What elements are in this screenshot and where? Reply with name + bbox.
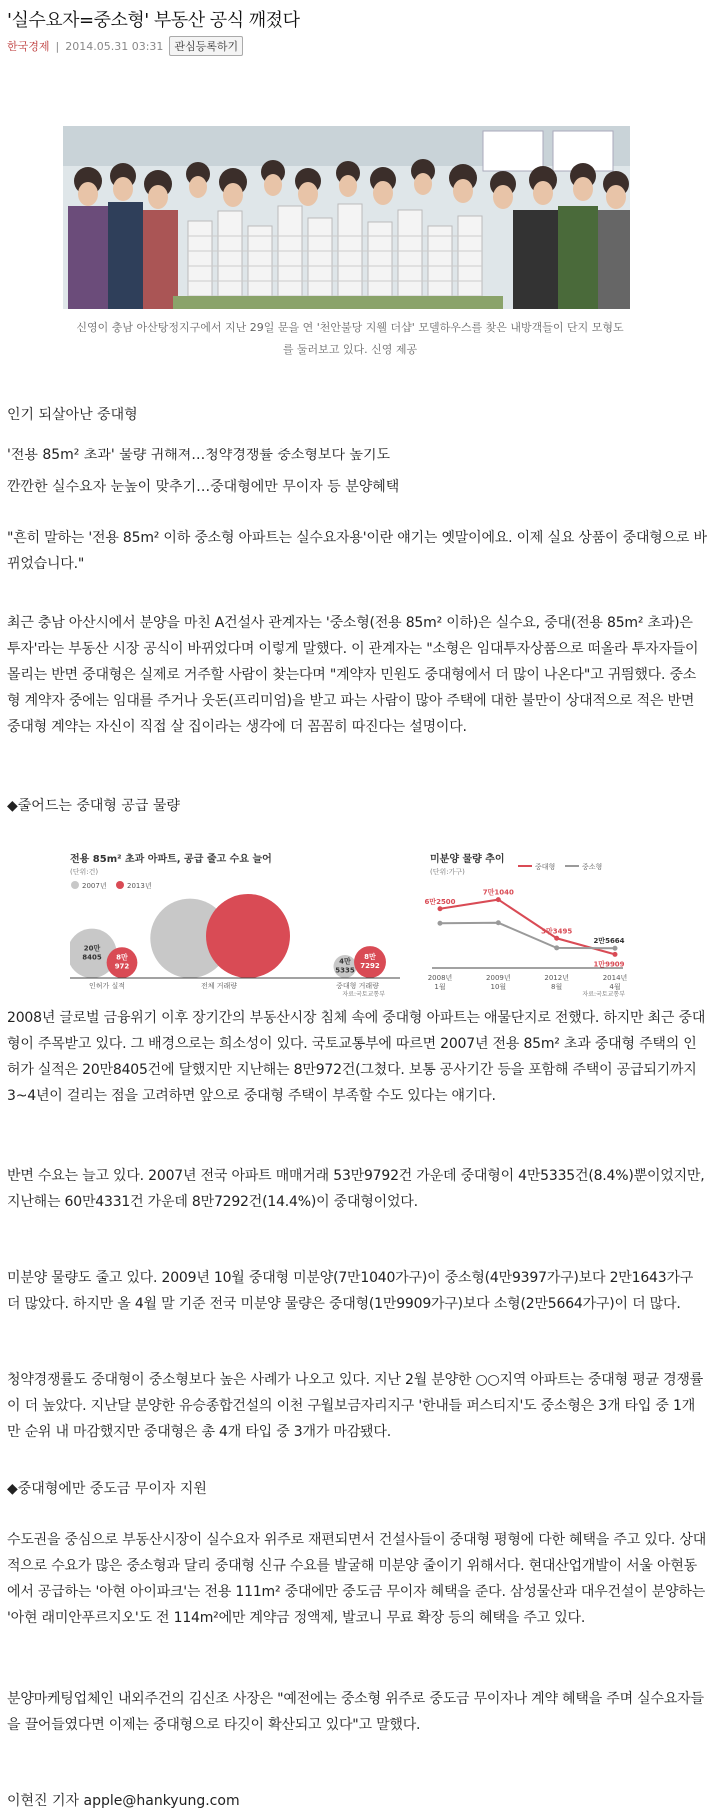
chart1-category-label-0: 인허가 실적 xyxy=(88,982,126,990)
chart2-x-label-3: 2014년 xyxy=(602,974,628,982)
section-heading-benefit: ◆중대형에만 중도금 무이자 지원 xyxy=(7,1481,207,1497)
chart2-point-1-1 xyxy=(496,920,501,925)
chart2-title: 미분양 물량 추이 xyxy=(430,854,505,865)
chart2-x-sublabel-0: 1월 xyxy=(434,983,446,991)
article-source[interactable]: 한국경제 xyxy=(7,40,50,53)
chart2-point-1-2 xyxy=(554,945,559,950)
chart2-value-label-0-3: 1만9909 xyxy=(593,960,625,969)
subtitle-2-text: '전용 85m² 초과' 물량 귀해져…청약경쟁률 중소형보다 높기도 xyxy=(7,448,390,462)
chart2-unit: (단위:가구) xyxy=(430,868,465,876)
section-heading-supply: ◆줄어드는 중대형 공급 물량 xyxy=(7,798,180,814)
chart1-value-label-2-1: 8만 7292 xyxy=(360,953,380,971)
chart2-point-0-2 xyxy=(554,936,559,941)
chart2-point-0-1 xyxy=(496,897,501,902)
legend-small: 중소형 xyxy=(582,863,603,871)
legend-large: 중대형 xyxy=(535,863,556,871)
chart1-circle-1-1 xyxy=(206,894,290,978)
chart2-x-sublabel-2: 8월 xyxy=(551,983,563,991)
article-title: '실수요자=중소형' 부동산 공식 깨졌다 xyxy=(7,10,300,31)
chart2-x-label-1: 2009년 xyxy=(486,974,511,982)
chart2-value-label-0-1: 7만1040 xyxy=(482,888,514,897)
chart2-x-sublabel-3: 4월 xyxy=(609,983,621,991)
chart2-x-sublabel-1: 10월 xyxy=(490,983,507,991)
legend-2013: 2013년 xyxy=(127,882,152,890)
article-photo xyxy=(63,126,630,309)
legend-swatch-2007 xyxy=(71,881,79,889)
meta-divider: | xyxy=(55,39,60,53)
chart2-point-0-0 xyxy=(438,906,443,911)
follow-button[interactable]: 관심등록하기 xyxy=(169,36,243,56)
paragraph-3: 2008년 글로벌 금융위기 이후 장기간의 부동산시장 침체 속에 중대형 아파트는 애물단지로 전했다. 하지만 최근 중대형이 주목받고 있다. 그 배경으로는 희소성이 있다. 국토교통부에 따르면 2007년 전용 85m² 초과 중대형 주택의 인허가 실적은 20만8405건에 달했지만 지난해는 8만972건(그쳤다. 보통 공사기간 등을 포함해 주택이 공급되기까지 3~4년이 걸리는 점을 고려하면 앞으로 중대형 주택이 부족할 수도 있다는 얘기다. xyxy=(7,1010,706,1104)
paragraph-8: 분양마케팅업체인 내외주건의 김신조 사장은 "예전에는 중소형 위주로 중도금 무이자나 계약 혜택을 주며 실수요자들을 끌어들였다면 이제는 중대형으로 타깃이 확산되고 있다"고 말했다. xyxy=(7,1691,704,1733)
article-meta xyxy=(7,36,243,56)
photo-caption-line-1: 신영이 충남 아산탕정지구에서 지난 29일 문을 연 '천안불당 지웰 더샵' 모델하우스를 찾은 내방객들이 단지 모형도 xyxy=(76,321,624,334)
paragraph-2: 최근 충남 아산시에서 분양을 마친 A건설사 관계자는 '중소형(전용 85m² 이하)은 실수요, 중대(전용 85m² 초과)은 투자'라는 부동산 시장 공식이 바뀌었다며 이렇게 말했다. 이 관계자는 "소형은 임대투자상품으로 떠올라 투자자들이 몰리는 반면 중대형은 실제로 거주할 사람이 찾는다며 "계약자 민원도 중대형에서 더 많이 나온다"고 귀띔했다. 중소형 계약자 중에는 임대를 주거나 웃돈(프리미엄)을 받고 파는 사람이 많아 주택에 대한 불만이 상대적으로 적은 반면 중대형 계약는 자신이 직접 살 집이라는 생각에 더 꼼꼼히 따진다는 설명이다. xyxy=(7,615,699,735)
chart2-point-1-0 xyxy=(438,921,443,926)
chart2-point-0-3 xyxy=(613,952,618,957)
subtitle-1: 인기 되살아난 중대형 xyxy=(7,407,138,423)
chart1-title: 전용 85m² 초과 아파트, 공급 줄고 수요 늘어 xyxy=(70,854,272,865)
article-datetime: 2014.05.31 03:31 xyxy=(65,39,164,53)
photo-caption-line-2: 를 둘러보고 있다. 신영 제공 xyxy=(282,343,418,356)
byline: 이현진 기자 apple@hankyung.com xyxy=(7,1793,240,1809)
chart1-category-label-1: 전체 거래량 xyxy=(200,982,238,990)
paragraph-5: 미분양 물량도 줄고 있다. 2009년 10월 중대형 미분양(7만1040가구)이 중소형(4만9397가구)보다 2만1643가구 더 많았다. 하지만 올 4월 말 기준 전국 미분양 물량은 중대형(1만9909가구)보다 소형(2만5664가구)이 더 많다. xyxy=(7,1270,694,1312)
paragraph-1: "흔히 말하는 '전용 85m² 이하 중소형 아파트는 실수요자용'이란 얘기는 옛말이에요. 이제 실요 상품이 중대형으로 바뀌었습니다." xyxy=(7,530,707,572)
legend-swatch-2013 xyxy=(116,881,124,889)
chart2-x-label-2: 2012년 xyxy=(544,974,569,982)
paragraph-6: 청약경쟁률도 중대형이 중소형보다 높은 사례가 나오고 있다. 지난 2월 분양한 ○○지역 아파트는 중대형 평균 경쟁률이 더 높았다. 지난달 분양한 유승종합건설의 이천 구월보금자리지구 '한내들 퍼스티지'도 중소형은 3개 타입 중 1개만 순위 내 마감했지만 중대형은 총 4개 타입 중 3개가 마감됐다. xyxy=(7,1372,704,1440)
chart1-unit: (단위:건) xyxy=(70,868,99,876)
chart2-source: 자료:국토교통부 xyxy=(582,991,625,998)
model-house-photo xyxy=(63,126,630,309)
chart1-value-label-0-0: 20만 8405 xyxy=(82,944,102,962)
chart2-value-label-0-2: 3만3495 xyxy=(541,927,573,936)
chart1-category-label-2: 중대형 거래량 xyxy=(336,982,379,990)
chart1-source: 자료:국토교통부 xyxy=(342,991,385,998)
chart2-x-label-0: 2008년 xyxy=(427,974,453,982)
subtitle-2-clipped xyxy=(7,448,707,462)
chart2-series-line-0 xyxy=(440,900,615,955)
chart2-point-1-3 xyxy=(613,946,618,951)
paragraph-7: 수도권을 중심으로 부동산시장이 실수요자 위주로 재편되면서 건설사들이 중대형 평형에 다한 혜택을 주고 있다. 상대적으로 수요가 많은 중소형과 달리 중대형 신규 수요를 발굴해 미분양 줄이기 위해서다. 현대산업개발이 서울 아현동에서 공급하는 '아현 아이파크'는 전용 111m² 중대에만 중도금 무이자 혜택을 준다. 삼성물산과 대우건설이 분양하는 '아현 래미안푸르지오'도 전 114m²에만 계약금 정액제, 발코니 무료 확장 등의 혜택을 주고 있다. xyxy=(7,1532,707,1626)
infographic-svg xyxy=(70,850,630,1000)
infographic xyxy=(70,850,630,1000)
chart2-value-label-1-3: 2만5664 xyxy=(593,937,625,946)
chart1-value-label-0-1: 8만 972 xyxy=(114,953,130,971)
legend-2007: 2007년 xyxy=(82,882,107,890)
chart2-value-label-0-0: 6만2500 xyxy=(424,897,456,906)
paragraph-4: 반면 수요는 늘고 있다. 2007년 전국 아파트 매매거래 53만9792건 가운데 중대형이 4만5335건(8.4%)뿐이었지만, 지난해는 60만4331건 가운데 8만7292건(14.4%)이 중대형이었다. xyxy=(7,1168,705,1210)
chart2-series-line-1 xyxy=(440,923,615,948)
subtitle-3: 깐깐한 실수요자 눈높이 맞추기…중대형에만 무이자 등 분양혜택 xyxy=(7,479,400,495)
chart1-value-label-2-0: 4만 5335 xyxy=(335,957,355,975)
